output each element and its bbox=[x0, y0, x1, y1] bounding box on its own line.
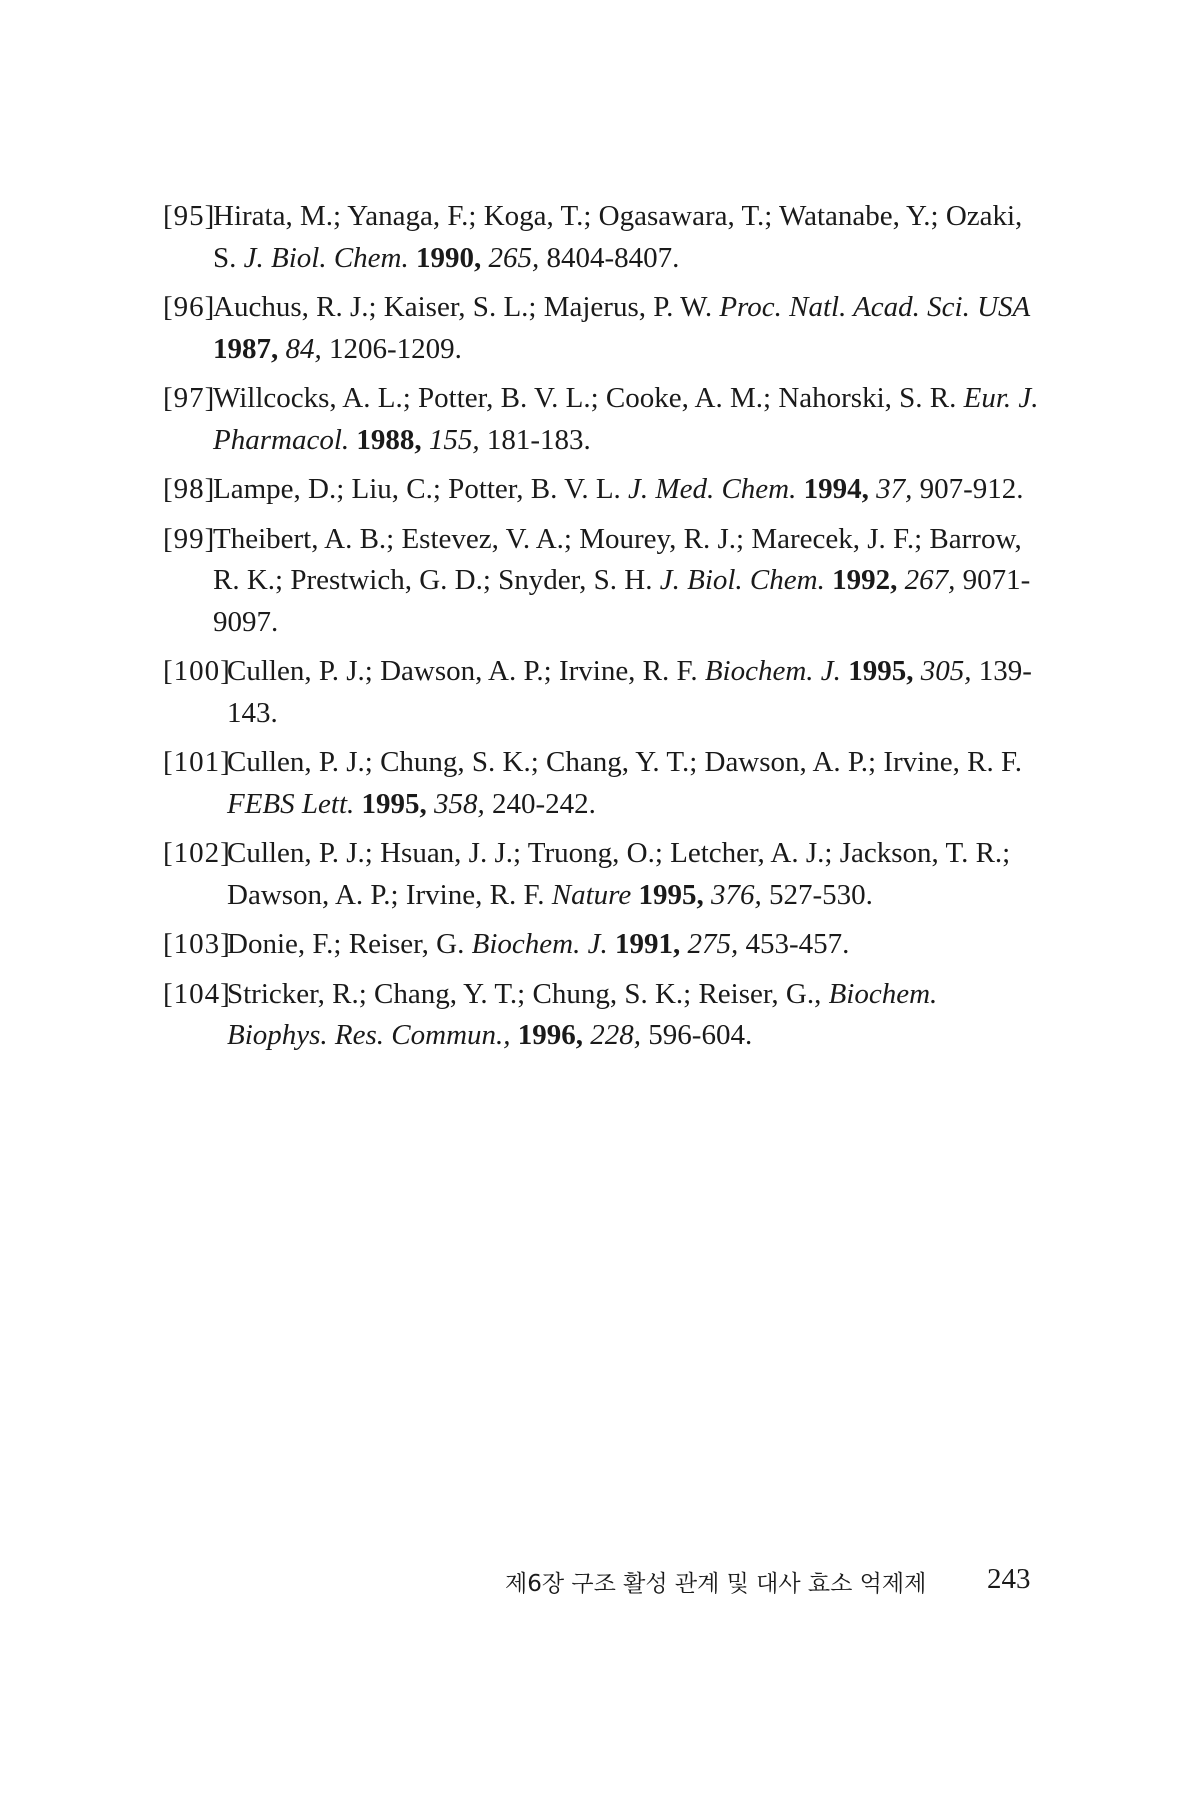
reference-year: 1995, bbox=[361, 787, 427, 820]
reference-pages: 139-143. bbox=[227, 655, 1032, 729]
reference-year: 1991, bbox=[614, 928, 681, 960]
reference-authors: Cullen, P. J.; Dawson, A. P.; Irvine, R. F. bbox=[227, 655, 698, 687]
reference-number: [102] bbox=[163, 837, 231, 869]
reference-list bbox=[163, 196, 1043, 1065]
reference-year: 1995, bbox=[638, 878, 704, 911]
reference-journal: Biochem. J. bbox=[704, 655, 841, 687]
reference-pages: 8404-8407. bbox=[546, 241, 680, 274]
reference-number: [100] bbox=[163, 655, 231, 687]
reference-volume: 275, bbox=[687, 928, 739, 960]
reference-year: 1995, bbox=[848, 655, 914, 687]
page-number: 243 bbox=[987, 1563, 1031, 1595]
reference-journal: Biochem. J. bbox=[471, 928, 608, 960]
reference-volume: 376, bbox=[710, 878, 762, 911]
reference-volume: 265, bbox=[488, 241, 540, 274]
reference-journal: J. Biol. Chem. bbox=[659, 564, 825, 596]
reference-number: [98] bbox=[163, 473, 216, 505]
reference-pages: 596-604. bbox=[648, 1019, 753, 1051]
reference-number: [95] bbox=[163, 200, 216, 232]
reference-journal: Proc. Natl. Acad. Sci. USA bbox=[719, 291, 1031, 323]
reference-volume: 84, bbox=[285, 332, 322, 365]
page-footer bbox=[0, 1565, 1200, 1605]
reference-journal: FEBS Lett. bbox=[227, 787, 355, 820]
reference-pages: 527-530. bbox=[768, 878, 873, 911]
reference-year: 1994, bbox=[803, 473, 869, 505]
reference-journal: J. Med. Chem. bbox=[628, 473, 797, 505]
reference-volume: 37, bbox=[876, 473, 913, 505]
reference-item bbox=[163, 469, 1043, 511]
reference-journal: Nature bbox=[551, 878, 632, 911]
reference-year: 1988, bbox=[356, 423, 422, 456]
reference-item bbox=[163, 287, 1043, 370]
reference-authors: Cullen, P. J.; Chung, S. K.; Chang, Y. T.; Dawson, A. P.; Irvine, R. F. bbox=[227, 746, 1022, 778]
reference-pages: 240-242. bbox=[492, 787, 596, 820]
reference-number: [104] bbox=[163, 977, 231, 1010]
reference-pages: 453-457. bbox=[745, 928, 850, 960]
reference-number: [96] bbox=[163, 291, 216, 323]
reference-authors: Cullen, P. J.; Hsuan, J. J.; Truong, O.; Letcher, A. J.; Jackson, T. R.; Dawson, A. P.; Irvine, R. F. bbox=[227, 837, 1011, 911]
reference-item bbox=[163, 651, 1043, 734]
reference-authors: Stricker, R.; Chang, Y. T.; Chung, S. K.; Reiser, G., bbox=[227, 977, 822, 1010]
reference-journal: Biochem. Biophys. Res. Commun., bbox=[227, 977, 938, 1051]
reference-number: [103] bbox=[163, 928, 231, 960]
reference-authors: Auchus, R. J.; Kaiser, S. L.; Majerus, P. W. bbox=[213, 291, 713, 323]
chapter-title: 제6장 구조 활성 관계 및 대사 효소 억제제 bbox=[505, 1571, 927, 1597]
reference-year: 1996, bbox=[517, 1019, 584, 1051]
reference-item bbox=[163, 974, 1043, 1057]
reference-number: [99] bbox=[163, 522, 216, 555]
reference-pages: 181-183. bbox=[486, 423, 591, 456]
reference-year: 1987, bbox=[213, 332, 279, 365]
reference-authors: Hirata, M.; Yanaga, F.; Koga, T.; Ogasawara, T.; Watanabe, Y.; Ozaki, S. bbox=[213, 200, 1023, 274]
reference-volume: 155, bbox=[428, 423, 480, 456]
reference-number: [101] bbox=[163, 746, 231, 778]
reference-volume: 358, bbox=[434, 787, 485, 820]
reference-item bbox=[163, 924, 1043, 966]
reference-item bbox=[163, 833, 1043, 916]
reference-pages: 907-912. bbox=[919, 473, 1024, 505]
reference-number: [97] bbox=[163, 382, 216, 414]
reference-authors: Willcocks, A. L.; Potter, B. V. L.; Cooke, A. M.; Nahorski, S. R. bbox=[213, 382, 957, 414]
reference-year: 1990, bbox=[416, 241, 482, 274]
reference-volume: 305, bbox=[920, 655, 972, 687]
reference-journal: J. Biol. Chem. bbox=[243, 241, 409, 274]
reference-journal: Eur. J. Pharmacol. bbox=[213, 382, 1039, 456]
reference-pages: 9071-9097. bbox=[213, 564, 1031, 638]
reference-year: 1992, bbox=[832, 564, 898, 596]
reference-item bbox=[163, 742, 1043, 825]
reference-authors: Theibert, A. B.; Estevez, V. A.; Mourey, R. J.; Marecek, J. F.; Barrow, R. K.; Prestwich, G. D.; Snyder, S. H. bbox=[213, 522, 1022, 596]
reference-authors: Donie, F.; Reiser, G. bbox=[227, 928, 465, 960]
reference-pages: 1206-1209. bbox=[329, 332, 462, 365]
reference-authors: Lampe, D.; Liu, C.; Potter, B. V. L. bbox=[213, 473, 621, 505]
reference-item bbox=[163, 519, 1043, 644]
reference-volume: 267, bbox=[904, 564, 956, 596]
reference-item bbox=[163, 378, 1043, 461]
reference-volume: 228, bbox=[590, 1019, 642, 1051]
reference-item bbox=[163, 196, 1043, 279]
